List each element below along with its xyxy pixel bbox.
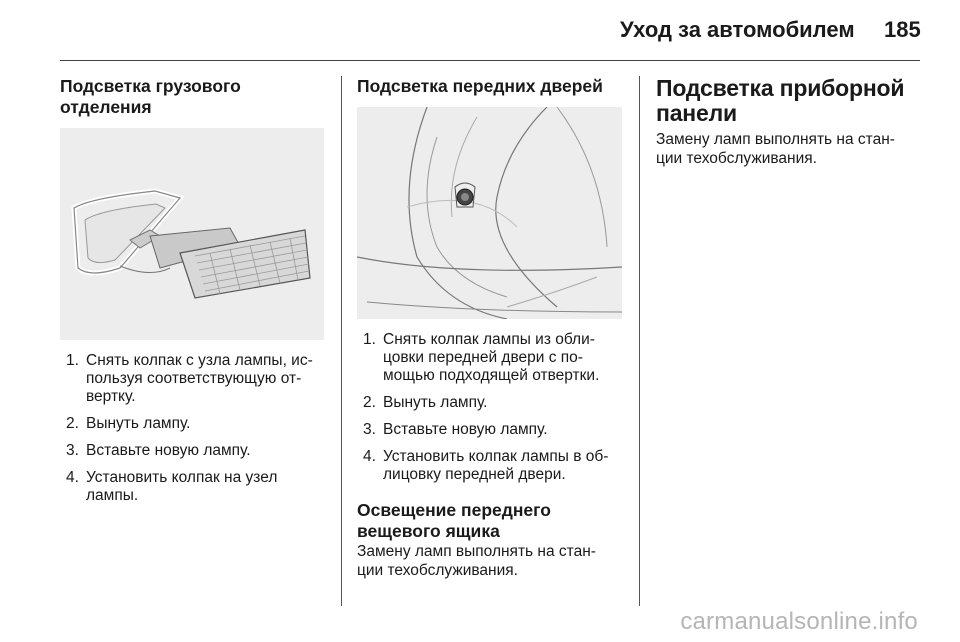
list-item: 2. Вынуть лампу.: [363, 394, 488, 411]
section-heading: Подсветка грузового отделения: [60, 76, 241, 117]
list-item: 4. Установить колпак лампы в об- лицовку передней двери.: [363, 448, 609, 483]
column-door-light: [357, 76, 622, 580]
watermark: carmanualsonline.info: [680, 608, 918, 635]
list-item: 4. Установить колпак на узел лампы.: [66, 469, 278, 504]
list-item: 1. Снять колпак с узла лампы, ис- пользуя соответствующую от- вертку.: [66, 352, 313, 405]
column-dashboard-light: [656, 76, 920, 168]
list-item: 2. Вынуть лампу.: [66, 415, 191, 432]
column-divider: [639, 76, 640, 606]
step-list: [60, 352, 324, 505]
section-heading: Подсветка передних дверей: [357, 76, 603, 96]
column-cargo-light: [60, 76, 324, 514]
body-text: Замену ламп выполнять на стан- ции техобслуживания.: [357, 543, 596, 579]
step-list: [357, 331, 622, 484]
column-divider: [341, 76, 342, 606]
cargo-lamp-illustration: [60, 128, 324, 340]
door-lamp-illustration: [357, 107, 622, 319]
list-item: 3. Вставьте новую лампу.: [363, 421, 548, 438]
header-rule: [60, 60, 920, 61]
page-title: Уход за автомобилем: [620, 17, 855, 42]
page-number: 185: [884, 17, 921, 42]
list-item: 3. Вставьте новую лампу.: [66, 442, 251, 459]
section-subheading: Освещение переднего вещевого ящика: [357, 500, 551, 541]
section-heading: Подсветка приборной панели: [656, 75, 905, 126]
body-text: Замену ламп выполнять на стан- ции техобслуживания.: [656, 131, 895, 167]
list-item: 1. Снять колпак лампы из обли- цовки передней двери с по- мощью подходящей отвертки.: [363, 331, 600, 384]
